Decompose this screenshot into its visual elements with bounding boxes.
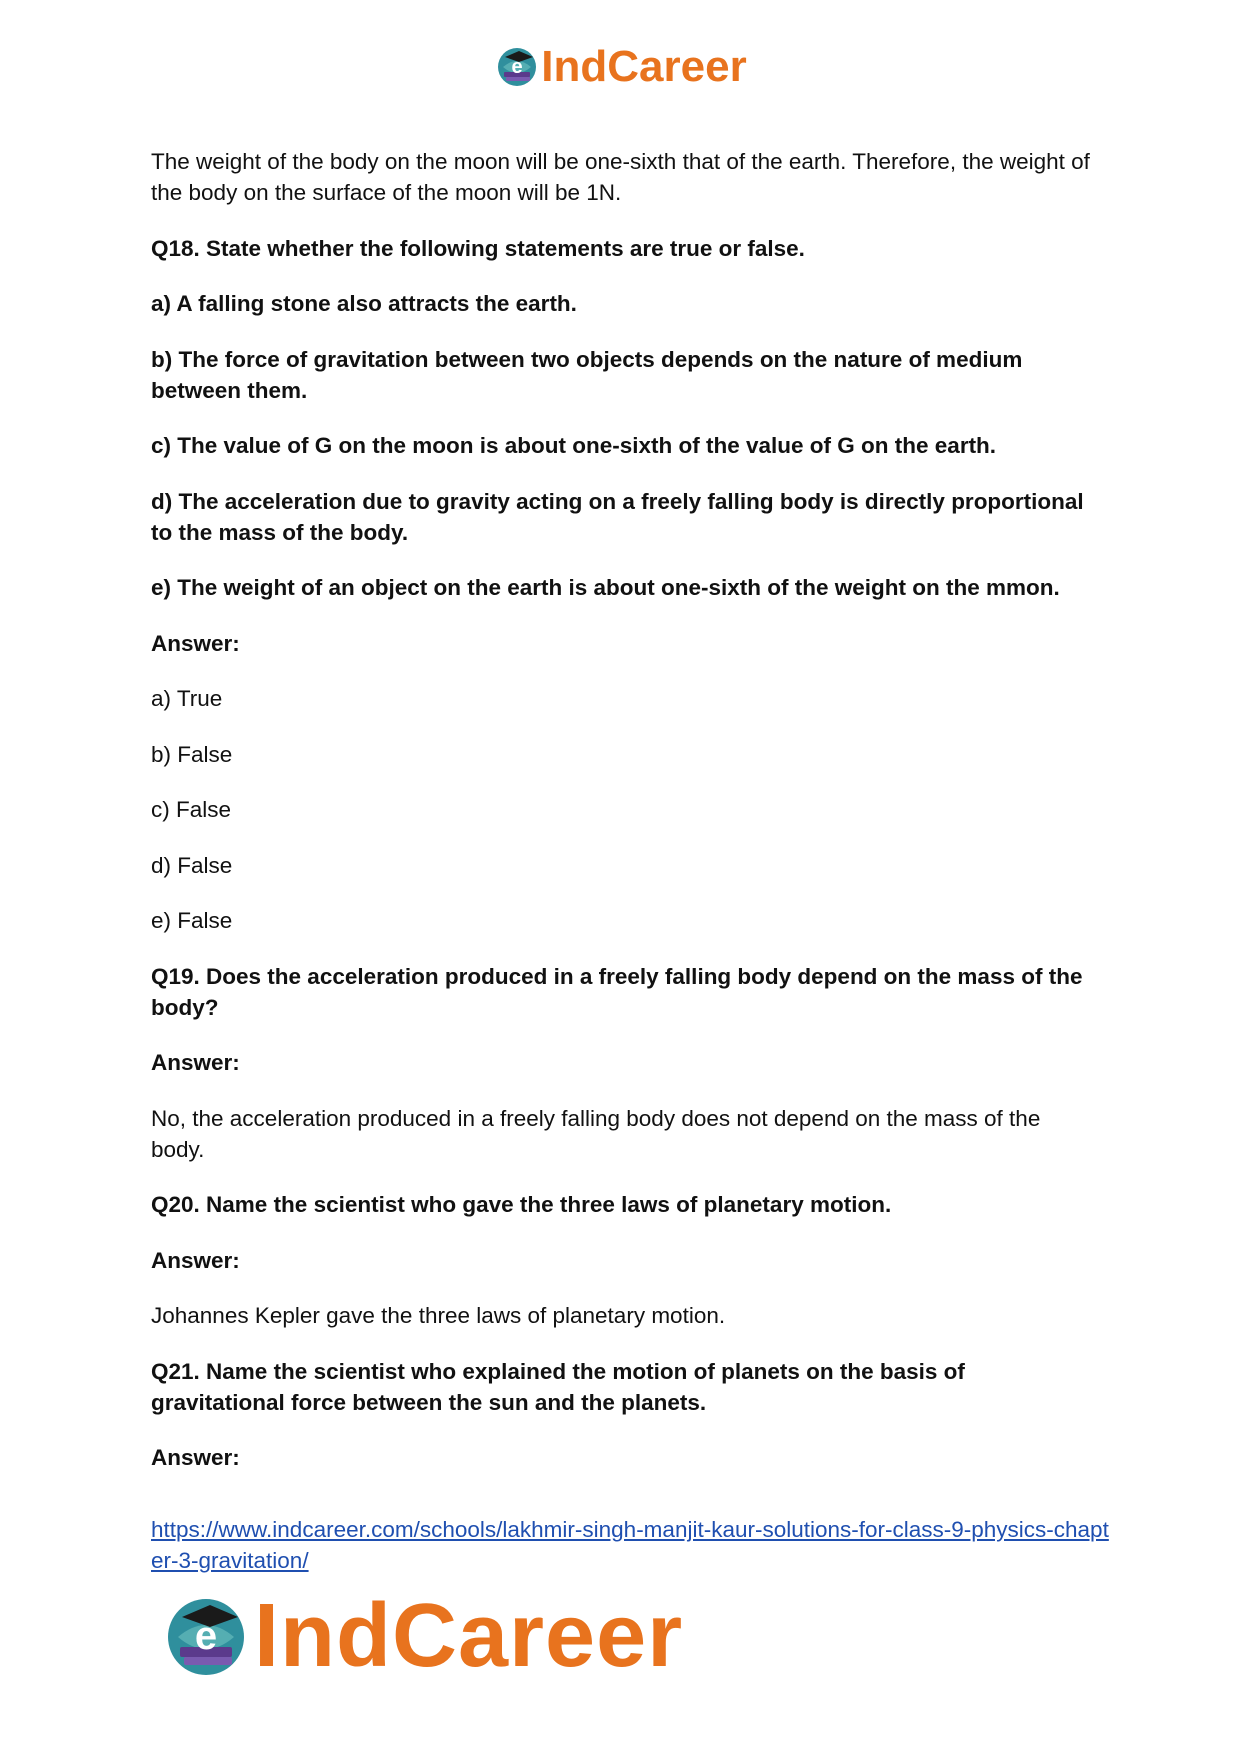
footer-logo (162, 1585, 683, 1688)
header-logo (0, 42, 1242, 92)
q20-question: Q20. Name the scientist who gave the three laws of planetary motion. (151, 1192, 892, 1217)
q19-question: Q19. Does the acceleration produced in a freely falling body depend on the mass of the body? (151, 963, 1083, 1020)
q18-answer-d: d) False (151, 852, 233, 878)
document-body (151, 146, 1091, 1498)
q18-answer-b: b) False (151, 741, 233, 767)
q20-answer: Johannes Kepler gave the three laws of planetary motion. (151, 1303, 726, 1328)
q18-statement-c: c) The value of G on the moon is about one-sixth of the value of G on the earth. (151, 433, 997, 458)
svg-text:e: e (194, 1613, 218, 1658)
q18-statement-e: e) The weight of an object on the earth is about one-sixth of the weight on the mmon. (151, 575, 1060, 600)
footer-logo-text: IndCareer (254, 1586, 684, 1686)
q18-statement-a: a) A falling stone also attracts the earth. (151, 291, 577, 316)
q18-answer-a: a) True (151, 686, 223, 711)
q18-answer-c: c) False (151, 797, 232, 822)
source-link[interactable]: https://www.indcareer.com/schools/lakhmir-singh-manjit-kaur-solutions-for-class-9-physics-chapter-3-gravitation/ (151, 1517, 1109, 1573)
q20-answer-label: Answer: (151, 1247, 240, 1273)
q21-answer-label: Answer: (151, 1445, 240, 1470)
q18-answer-label: Answer: (151, 630, 240, 656)
q18-answer-e: e) False (151, 908, 233, 933)
header-logo-text: IndCareer (541, 42, 747, 91)
q21-question: Q21. Name the scientist who explained the motion of planets on the basis of gravitational force between the sun and the planets. (151, 1358, 965, 1415)
q19-answer: No, the acceleration produced in a freely falling body does not depend on the mass of the body. (151, 1105, 1041, 1162)
q18-statement-b: b) The force of gravitation between two objects depends on the nature of medium between them. (151, 346, 1023, 403)
globe-books-icon (495, 45, 539, 89)
q18-question: Q18. State whether the following statements are true or false. (151, 235, 805, 261)
q18-statement-d: d) The acceleration due to gravity acting on a freely falling body is directly proportional to the mass of the body. (151, 488, 1084, 545)
q19-answer-label: Answer: (151, 1050, 240, 1075)
svg-text:e: e (511, 56, 523, 78)
globe-books-icon (162, 1593, 250, 1681)
intro-paragraph: The weight of the body on the moon will be one-sixth that of the earth. Therefore, the weight of the body on the surface of the moon will be 1N. (151, 149, 1090, 205)
